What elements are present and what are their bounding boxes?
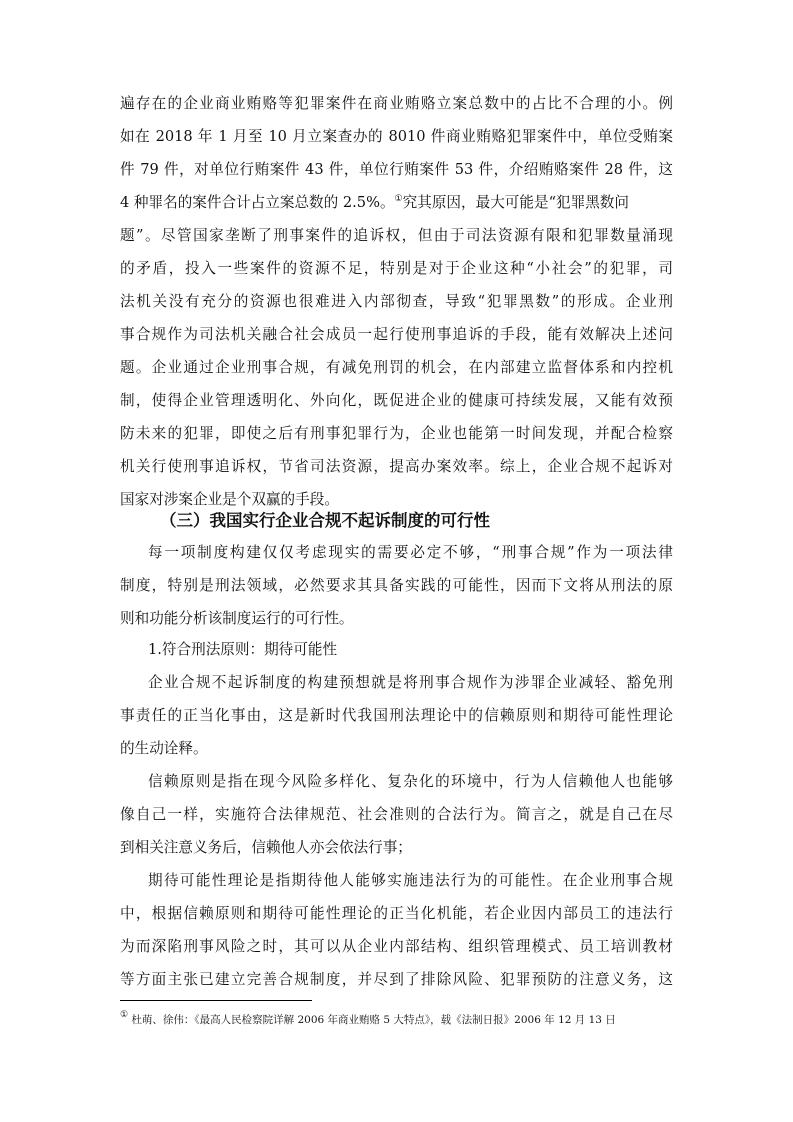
p5-line-3: 为而深陷刑事风险之时，其可以从企业内部结构、组织管理模式、员工培训教材 xyxy=(120,938,673,955)
p3-line-3: 的生动诠释。 xyxy=(120,740,208,757)
p4-line-3: 到相关注意义务后，信赖他人亦会依法行事； xyxy=(120,839,412,856)
p1-line-3: 件 79 件，对单位行贿案件 43 件，单位行贿案件 53 件，介绍贿赂案件 28 件，这 xyxy=(120,161,673,178)
p1-line-11: 防未来的犯罪，即使之后有刑事犯罪行为，企业也能第一时间发现，并配合检察 xyxy=(120,425,673,442)
p1-line-4 xyxy=(120,193,673,213)
p5-line-1: 期待可能性理论是指期待他人能够实施违法行为的可能性。在企业刑事合规 xyxy=(148,872,673,889)
p1-line-2: 如在 2018 年 1 月至 10 月立案查办的 8010 件商业贿赂犯罪案件中，单位受贿案 xyxy=(120,128,673,145)
p1-line-6: 的矛盾，投入一些案件的资源不足，特别是对于企业这种“小社会”的犯罪，司 xyxy=(120,260,673,277)
p1-line-13: 国家对涉案企业是个双赢的手段。 xyxy=(120,491,339,508)
section-heading: （三）我国实行企业合规不起诉制度的可行性 xyxy=(160,511,490,530)
p1-line-5: 题”。尽管国家垄断了刑事案件的追诉权，但由于司法资源有限和犯罪数量涌现 xyxy=(120,227,673,244)
p2-line-2: 制度，特别是刑法领域，必然要求其具备实践的可能性，因而下文将从刑法的原 xyxy=(120,577,673,594)
footnote-ref: ① xyxy=(394,194,403,204)
subheading: 1.符合刑法原则：期待可能性 xyxy=(148,641,338,658)
footnote-marker: ① xyxy=(120,1010,129,1020)
p1-line-4-tail: 究其原因，最大可能是“犯罪黑数问 xyxy=(402,194,629,211)
p3-line-1: 企业合规不起诉制度的构建预想就是将刑事合规作为涉罪企业减轻、豁免刑 xyxy=(148,674,673,691)
p2-line-3: 则和功能分析该制度运行的可行性。 xyxy=(120,610,354,627)
p1-line-4-text: 4 种罪名的案件合计占立案总数的 2.5%。 xyxy=(120,194,395,211)
p5-line-4: 等方面主张已建立完善合规制度，并尽到了排除风险、犯罪预防的注意义务，这 xyxy=(120,971,673,988)
footnote-text: 杜萌、徐伟：《最高人民检察院详解 2006 年商业贿赂 5 大特点》，载《法制日报》2006 年 12 月 13 日 xyxy=(128,1014,616,1026)
p4-line-2: 像自己一样，实施符合法律规范、社会准则的合法行为。简言之，就是自己在尽 xyxy=(120,806,673,823)
p3-line-2: 事责任的正当化事由，这是新时代我国刑法理论中的信赖原则和期待可能性理论 xyxy=(120,707,673,724)
p4-line-1: 信赖原则是指在现今风险多样化、复杂化的环境中，行为人信赖他人也能够 xyxy=(148,773,673,790)
p2-line-1: 每一项制度构建仅仅考虑现实的需要必定不够，“刑事合规”作为一项法律 xyxy=(148,544,673,561)
p1-line-9: 题。企业通过企业刑事合规，有减免刑罚的机会，在内部建立监督体系和内控机 xyxy=(120,359,673,376)
p1-line-7: 法机关没有充分的资源也很难进入内部彻查，导致“犯罪黑数”的形成。企业刑 xyxy=(120,293,673,310)
p1-line-12: 机关行使刑事追诉权，节省司法资源，提高办案效率。综上，企业合规不起诉对 xyxy=(120,458,673,475)
p1-line-1: 遍存在的企业商业贿赂等犯罪案件在商业贿赂立案总数中的占比不合理的小。例 xyxy=(120,95,673,112)
p1-line-10: 制，使得企业管理透明化、外向化，既促进企业的健康可持续发展，又能有效预 xyxy=(120,392,673,409)
p5-line-2: 中，根据信赖原则和期待可能性理论的正当化机能，若企业因内部员工的违法行 xyxy=(120,905,673,922)
footnote-rule xyxy=(120,1000,312,1001)
p1-line-8: 事合规作为司法机关融合社会成员一起行使刑事追诉的手段，能有效解决上述问 xyxy=(120,326,673,343)
footnote xyxy=(120,1010,616,1027)
